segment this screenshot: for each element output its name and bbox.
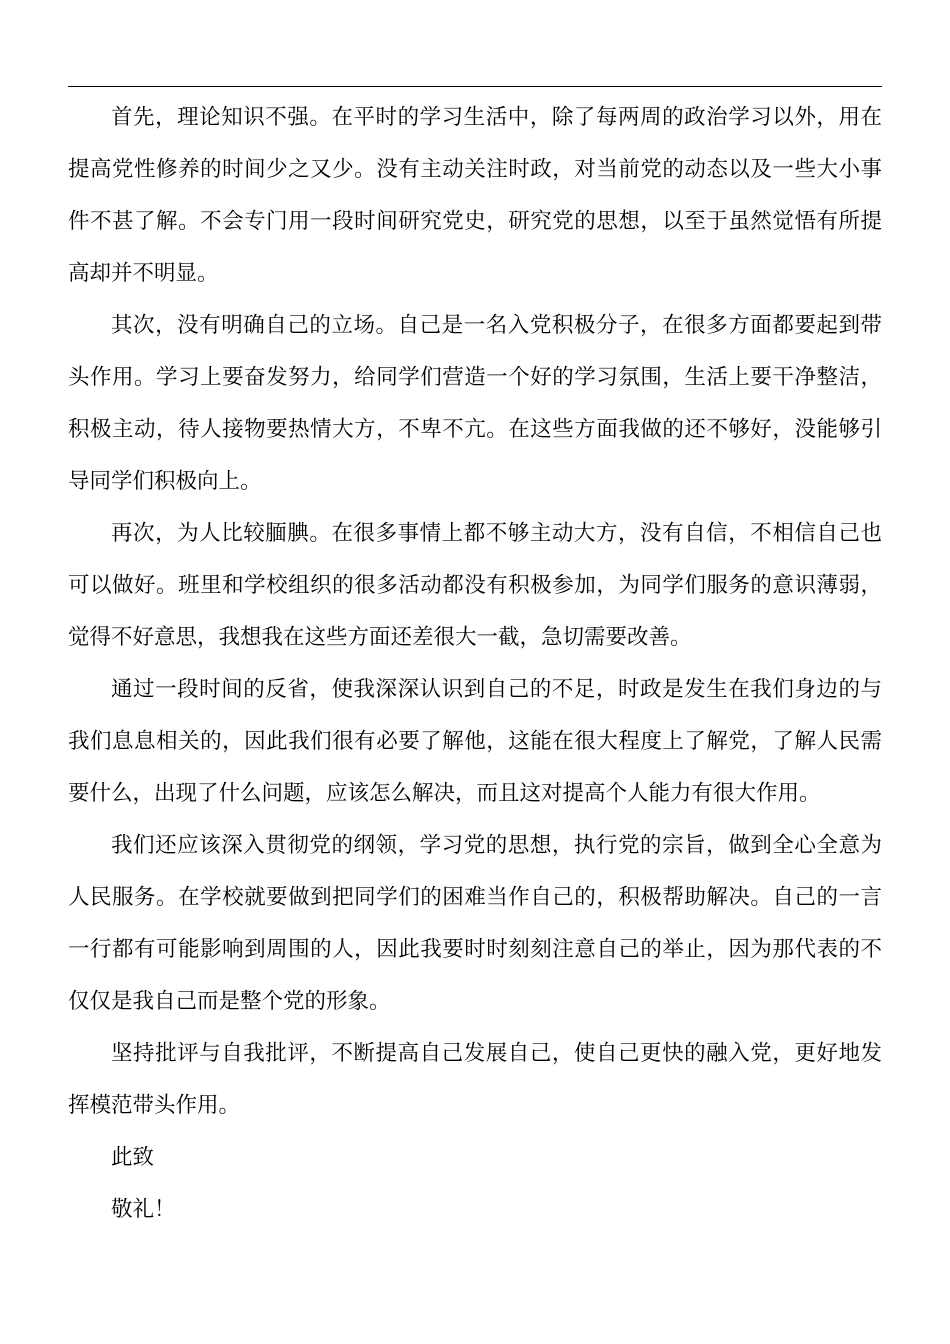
- closing-regards: 敬礼！: [111, 1197, 176, 1222]
- paragraph-4: 通过一段时间的反省，使我深深认识到自己的不足，时政是发生在我们身边的与我们息息相关的，因此我们很有必要了解他，这能在很大程度上了解党，了解人民需要什么，出现了什么问题，应该怎么解决，而且这对提高个人能力有很大作用。: [68, 677, 882, 806]
- paragraph-1: 首先，理论知识不强。在平时的学习生活中，除了每两周的政治学习以外，用在提高党性修养的时间少之又少。没有主动关注时政，对当前党的动态以及一些大小事件不甚了解。不会专门用一段时间研究党史，研究党的思想，以至于虽然觉悟有所提高却并不明显。: [68, 105, 882, 286]
- paragraph-6: 坚持批评与自我批评，不断提高自己发展自己，使自己更快的融入党，更好地发挥模范带头作用。: [68, 1041, 882, 1118]
- paragraph-3: 再次，为人比较腼腆。在很多事情上都不够主动大方，没有自信，不相信自己也可以做好。班里和学校组织的很多活动都没有积极参加，为同学们服务的意识薄弱，觉得不好意思，我想我在这些方面还差很大一截，急切需要改善。: [68, 521, 882, 650]
- paragraph-2: 其次，没有明确自己的立场。自己是一名入党积极分子，在很多方面都要起到带头作用。学习上要奋发努力，给同学们营造一个好的学习氛围，生活上要干净整洁，积极主动，待人接物要热情大方，不卑不亢。在这些方面我做的还不够好，没能够引导同学们积极向上。: [68, 313, 882, 494]
- document-body: [68, 92, 882, 1236]
- header-rule: [68, 86, 882, 87]
- paragraph-5: 我们还应该深入贯彻党的纲领，学习党的思想，执行党的宗旨，做到全心全意为人民服务。在学校就要做到把同学们的困难当作自己的，积极帮助解决。自己的一言一行都有可能影响到周围的人，因此我要时时刻刻注意自己的举止，因为那代表的不仅仅是我自己而是整个党的形象。: [68, 833, 882, 1014]
- closing-salutation: 此致: [111, 1145, 155, 1170]
